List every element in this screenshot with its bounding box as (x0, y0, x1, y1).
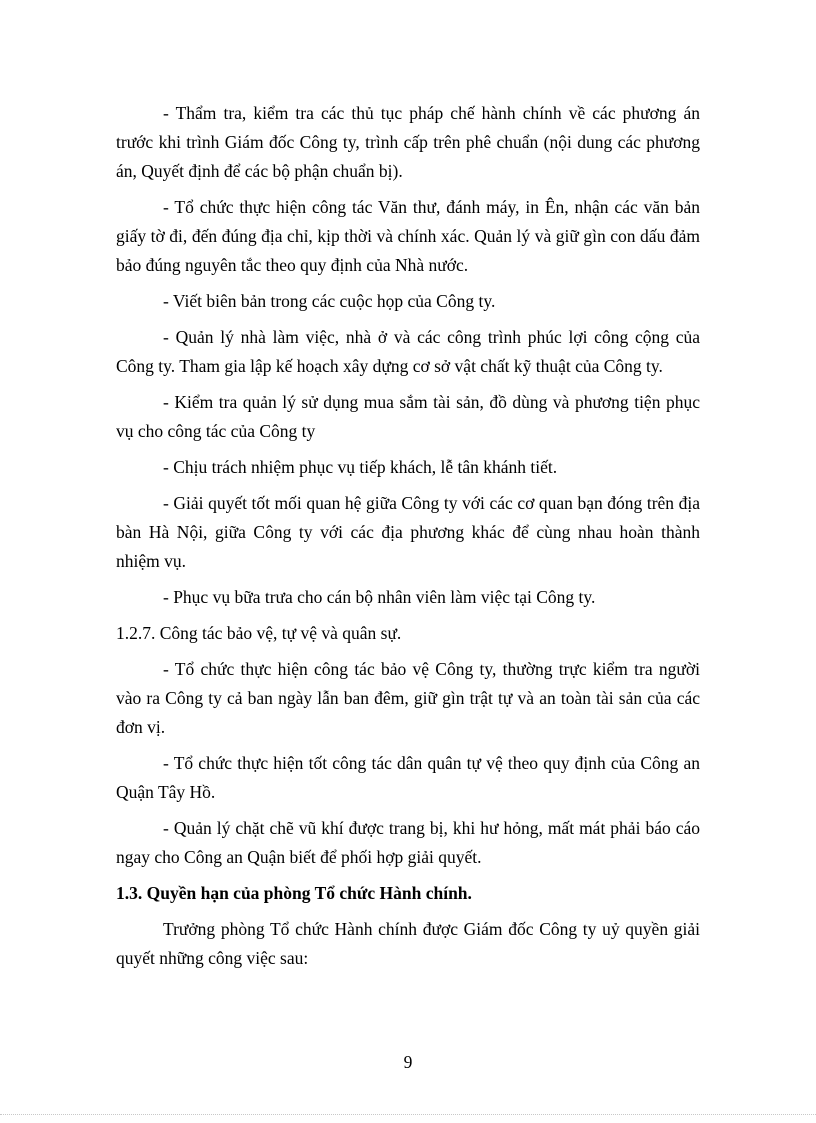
paragraph-asset-inspection: - Kiểm tra quản lý sử dụng mua sắm tài sản, đồ dùng và phương tiện phục vụ cho công tác của Công ty (116, 392, 700, 441)
paragraph-militia: - Tổ chức thực hiện tốt công tác dân quân tự vệ theo quy định của Công an Quận Tây Hồ. (116, 753, 700, 802)
section-heading-1-2-7: 1.2.7. Công tác bảo vệ, tự vệ và quân sự. (116, 623, 402, 643)
paragraph-weapons: - Quản lý chặt chẽ vũ khí được trang bị, khi hư hỏng, mất mát phải báo cáo ngay cho Công an Quận biết để phối hợp giải quyết. (116, 818, 700, 867)
paragraph-legal-review: - Thẩm tra, kiểm tra các thủ tục pháp chế hành chính về các phương án trước khi trình Giám đốc Công ty, trình cấp trên phê chuẩn (nội dung các phương án, Quyết định để các bộ phận chuẩn bị). (116, 103, 700, 181)
paragraph-reception: - Chịu trách nhiệm phục vụ tiếp khách, lễ tân khánh tiết. (163, 457, 558, 477)
section-heading-1-3: 1.3. Quyền hạn của phòng Tổ chức Hành chính. (116, 883, 472, 903)
paragraph-lunch-service: - Phục vụ bữa trưa cho cán bộ nhân viên làm việc tại Công ty. (163, 587, 596, 607)
paragraph-clerical-work: - Tổ chức thực hiện công tác Văn thư, đánh máy, in Ên, nhận các văn bản giấy tờ đi, đến đúng địa chỉ, kịp thời và chính xác. Quản lý và giữ gìn con dấu đảm bảo đúng nguyên tắc theo quy định của Nhà nước. (116, 197, 700, 275)
paragraph-external-relations: - Giải quyết tốt mối quan hệ giữa Công ty với các cơ quan bạn đóng trên địa bàn Hà Nội, giữa Công ty với các địa phương khác để cùng nhau hoàn thành nhiệm vụ. (116, 493, 700, 571)
page-number: 9 (403, 1052, 413, 1072)
paragraph-security: - Tổ chức thực hiện công tác bảo vệ Công ty, thường trực kiểm tra người vào ra Công ty cả ban ngày lẫn ban đêm, giữ gìn trật tự và an toàn tài sản của các đơn vị. (116, 659, 700, 737)
page-body (116, 99, 700, 973)
paragraph-meeting-minutes: - Viết biên bản trong các cuộc họp của Công ty. (163, 291, 496, 311)
paragraph-authority: Trưởng phòng Tổ chức Hành chính được Giám đốc Công ty uỷ quyền giải quyết những công việc sau: (116, 919, 700, 968)
page-bottom-divider (0, 1114, 816, 1115)
paragraph-facility-management: - Quản lý nhà làm việc, nhà ở và các công trình phúc lợi công cộng của Công ty. Tham gia lập kế hoạch xây dựng cơ sở vật chất kỹ thuật của Công ty. (116, 327, 700, 376)
